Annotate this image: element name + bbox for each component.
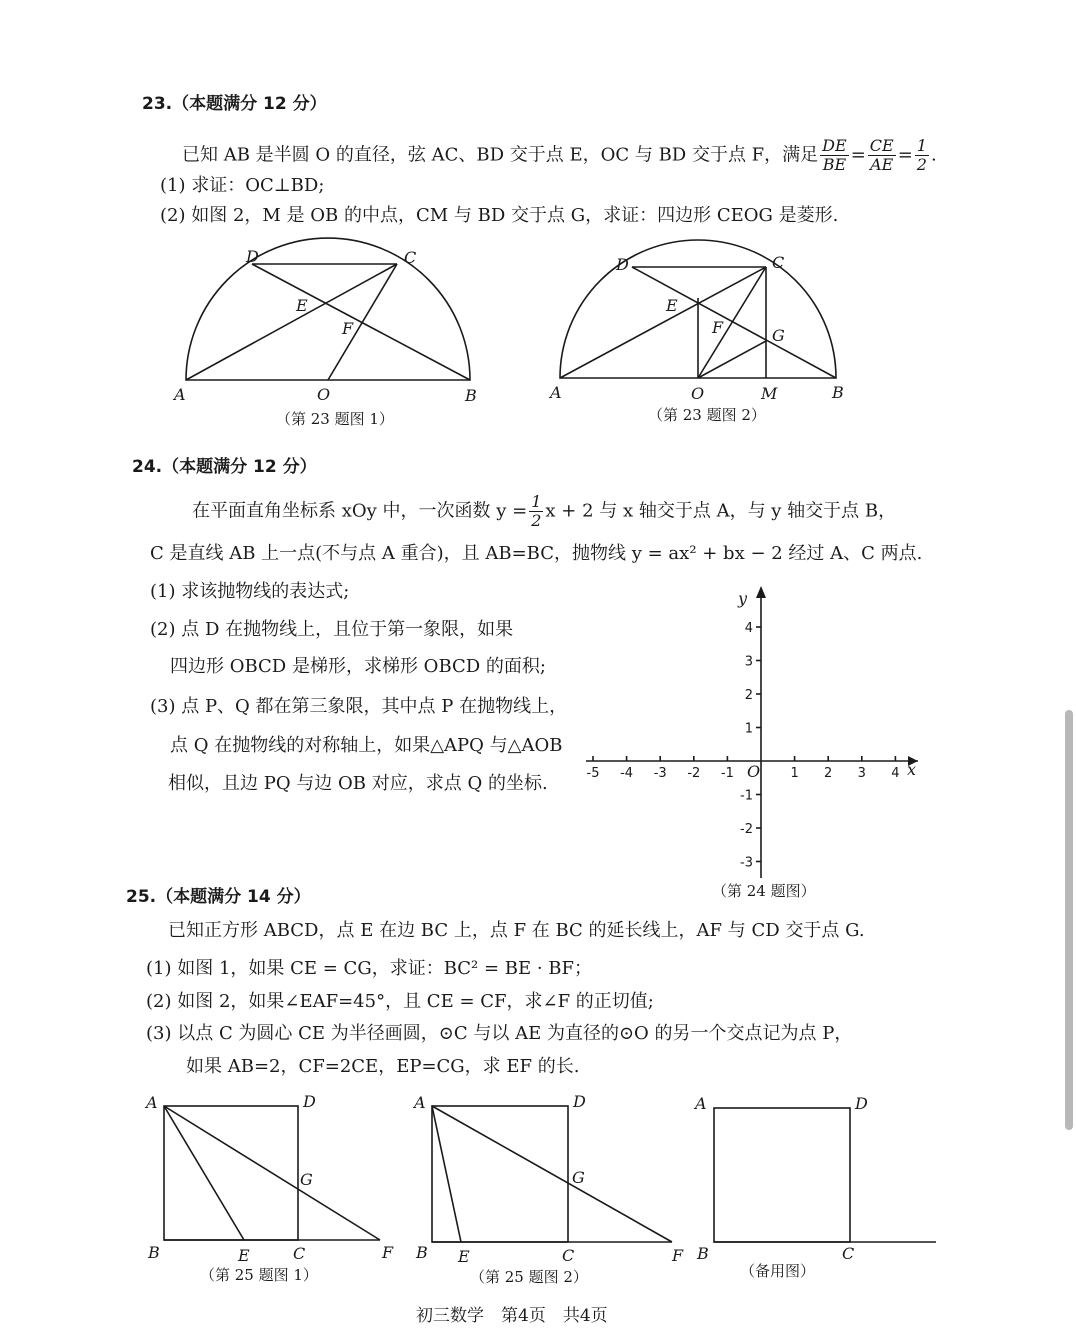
q23-heading: 23.（本题满分 12 分） (142, 94, 327, 114)
label-c: C (842, 1244, 855, 1263)
label-b: B (697, 1244, 709, 1263)
label-d: D (573, 1092, 586, 1111)
q23-fraction-de-be: $\frac{DE}{BE}$ (822, 136, 847, 174)
label-e: E (666, 296, 678, 315)
q23-intro-text: 已知 AB 是半圆 O 的直径，弦 AC、BD 交于点 E，OC 与 BD 交于点 F，满足 (182, 144, 819, 166)
y-tick-label: 4 (744, 621, 753, 636)
q23-figure-2-caption: （第 23 题图 2） (648, 406, 766, 424)
label-g: G (300, 1170, 313, 1189)
label-g: G (772, 326, 785, 345)
label-c: C (293, 1244, 306, 1263)
y-tick-label: -2 (740, 822, 753, 837)
label-a: A (695, 1094, 707, 1113)
q25-heading: 25.（本题满分 14 分） (126, 887, 311, 907)
label-f: F (342, 319, 354, 338)
label-f: F (712, 318, 724, 337)
x-tick-label: -2 (687, 766, 701, 781)
q25-figure-1-caption: （第 25 题图 1） (200, 1266, 318, 1284)
label-c: C (772, 253, 785, 272)
label-e: E (458, 1247, 470, 1266)
q23-part2: (2) 如图 2，M 是 OB 的中点，CM 与 BD 交于点 G，求证：四边形 CEOG 是菱形. (160, 205, 839, 226)
q24-fraction-half: $\frac{1}{2}$ (531, 492, 542, 530)
label-d: D (303, 1092, 316, 1111)
q24-heading: 24.（本题满分 12 分） (132, 457, 317, 477)
label-d: D (855, 1094, 868, 1113)
origin-label: O (747, 762, 761, 781)
q25-part3-b: 如果 AB=2，CF=2CE，EP=CG，求 EF 的长. (186, 1056, 580, 1077)
q25-part1: (1) 如图 1，如果 CE = CG，求证：BC² = BE · BF； (146, 958, 593, 979)
q23-figure-1-caption: （第 23 题图 1） (276, 410, 394, 428)
y-tick-label: -1 (740, 788, 753, 804)
square-abcd (714, 1108, 850, 1242)
q24-line2: C 是直线 AB 上一点(不与点 A 重合)，且 AB=BC，抛物线 y = ax² + bx − 2 经过 A、C 两点. (150, 543, 923, 564)
q23-fraction-ce-ae: $\frac{CE}{AE}$ (869, 136, 894, 174)
label-a: A (414, 1093, 426, 1112)
x-tick-label: 4 (891, 766, 900, 781)
label-d: D (616, 255, 629, 274)
x-tick-label: 1 (790, 766, 799, 781)
x-tick-label: -5 (586, 766, 600, 781)
label-o: O (317, 385, 331, 404)
q24-part2-a: (2) 点 D 在抛物线上，且位于第一象限，如果 (150, 619, 514, 640)
q25-figure-spare-caption: （备用图） (740, 1262, 816, 1280)
q25-figure-2-caption: （第 25 题图 2） (470, 1268, 588, 1286)
x-tick-label: 3 (857, 766, 866, 781)
label-d: D (246, 247, 259, 266)
x-tick-label: -1 (720, 766, 734, 781)
page-footer: 初三数学 第4页 共4页 (416, 1306, 608, 1326)
q24-part1: (1) 求该抛物线的表达式; (150, 581, 350, 602)
label-a: A (174, 385, 186, 404)
q24-part3-b: 点 Q 在抛物线的对称轴上，如果△APQ 与△AOB (170, 735, 563, 756)
q24-figure-caption: （第 24 题图） (712, 882, 816, 900)
x-tick-label: -4 (620, 766, 634, 781)
label-c: C (404, 248, 417, 267)
q23-part1: (1) 求证：OC⊥BD; (160, 175, 325, 196)
label-b: B (148, 1243, 160, 1262)
label-c: C (562, 1246, 575, 1265)
y-tick-label: 1 (744, 721, 753, 737)
q23-intro: 已知 AB 是半圆 O 的直径，弦 AC、BD 交于点 E，OC 与 BD 交于点 F，满足 $\frac{DE}{BE}$ = $\frac{CE}{AE}$ = $\frac{1}{2}$ . (182, 136, 937, 174)
vertical-scrollbar[interactable] (1065, 710, 1073, 1130)
q24-line1: 在平面直角坐标系 xOy 中，一次函数 y = $\frac{1}{2}$ x + 2 与 x 轴交于点 A，与 y 轴交于点 B， (192, 492, 897, 530)
label-f: F (382, 1243, 394, 1262)
q24-part3-c: 相似，且边 PQ 与边 OB 对应，求点 Q 的坐标. (168, 773, 548, 794)
label-a: A (550, 383, 562, 402)
label-m: M (761, 384, 778, 403)
label-b: B (416, 1243, 428, 1262)
x-tick-label: 2 (824, 766, 833, 781)
label-f: F (672, 1246, 684, 1265)
x-tick-label: -3 (653, 766, 667, 781)
y-axis-label: y (738, 589, 748, 608)
y-tick-label: 2 (744, 688, 753, 703)
label-g: G (572, 1168, 585, 1187)
label-b: B (832, 383, 844, 402)
label-b: B (465, 386, 477, 405)
q25-intro: 已知正方形 ABCD，点 E 在边 BC 上，点 F 在 BC 的延长线上，AF 与 CD 交于点 G. (168, 920, 865, 941)
q24-part3-a: (3) 点 P、Q 都在第三象限，其中点 P 在抛物线上， (150, 696, 568, 717)
q24-part2-b: 四边形 OBCD 是梯形，求梯形 OBCD 的面积; (170, 656, 546, 677)
q25-part3-a: (3) 以点 C 为圆心 CE 为半径画圆，⊙C 与以 AE 为直径的⊙O 的另一个交点记为点 P， (146, 1023, 853, 1044)
label-e: E (238, 1246, 250, 1265)
label-e: E (296, 296, 308, 315)
label-a: A (146, 1093, 158, 1112)
q25-part2: (2) 如图 2，如果∠EAF=45°，且 CE = CF，求∠F 的正切值; (146, 991, 654, 1012)
y-tick-label: 3 (744, 654, 753, 670)
label-o: O (691, 384, 705, 403)
y-tick-label: -3 (740, 855, 753, 871)
q23-fraction-half: $\frac{1}{2}$ (916, 136, 927, 174)
x-axis-label: x (907, 760, 917, 779)
